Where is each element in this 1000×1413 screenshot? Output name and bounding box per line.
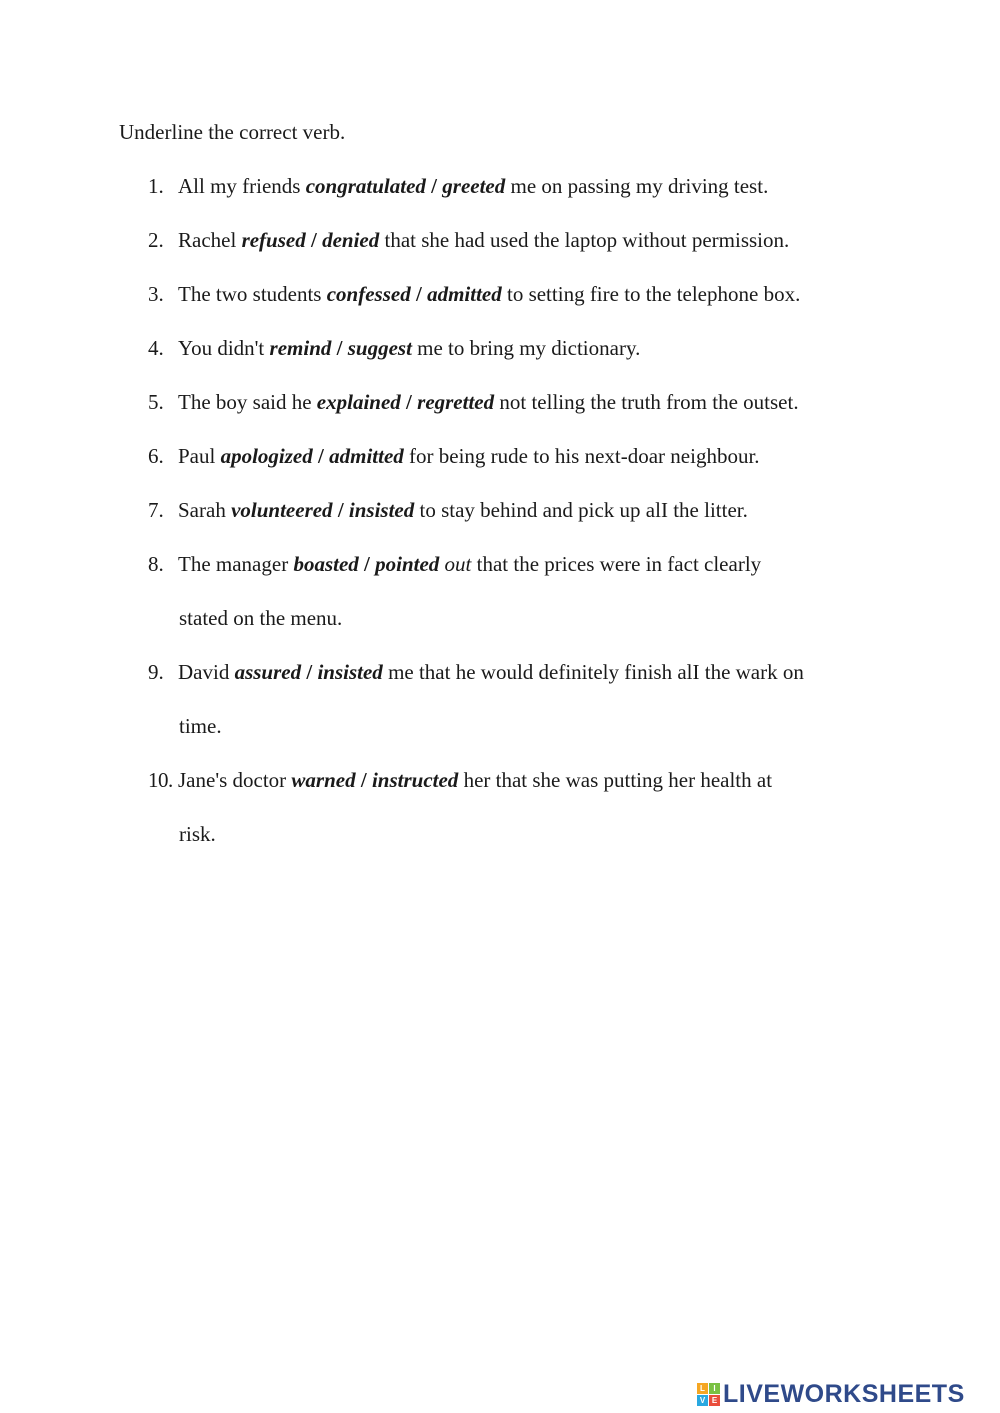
item-continuation: risk. [179,822,216,846]
item-text: me that he would definitely finish alI the wark on [382,660,804,684]
option-separator: / [312,444,330,468]
item-text: to stay behind and pick up alI the litter. [414,498,748,522]
item-text-italic: out [439,552,472,576]
option-separator: / [425,174,443,198]
verb-option-1[interactable]: assured [234,660,302,684]
option-separator: / [410,282,428,306]
exercise-item-5 [148,387,799,417]
instruction-text: Underline the correct verb. [119,120,346,144]
verb-option-2[interactable]: admitted [427,282,502,306]
exercise-item-4 [148,333,640,363]
item-text: to setting fire to the telephone box. [501,282,801,306]
exercise-item-7 [148,495,748,525]
item-text: David [178,660,235,684]
item-text: The manager [178,552,294,576]
option-separator: / [331,336,348,360]
logo-block: L [697,1383,708,1394]
option-separator: / [400,390,418,414]
item-text: All my friends [178,174,306,198]
exercise-item-1 [148,171,768,201]
exercise-item-3 [148,279,800,309]
verb-option-1[interactable]: apologized [220,444,313,468]
verb-option-1[interactable]: congratulated [305,174,426,198]
item-number: 2. [148,228,164,252]
item-text: me on passing my driving test. [505,174,769,198]
verb-option-1[interactable]: boasted [293,552,359,576]
verb-option-1[interactable]: remind [269,336,332,360]
option-separator: / [332,498,349,522]
verb-option-2[interactable]: admitted [329,444,404,468]
option-separator: / [355,768,372,792]
option-separator: / [305,228,323,252]
item-number: 1. [148,174,164,198]
item-text: that the prices were in fact clearly [471,552,762,576]
logo-blocks-icon [697,1383,720,1406]
option-separator: / [301,660,318,684]
item-continuation: time. [179,714,222,738]
verb-option-2[interactable]: pointed [375,552,440,576]
verb-option-1[interactable]: confessed [326,282,411,306]
item-text: me to bring my dictionary. [411,336,641,360]
verb-option-1[interactable]: volunteered [231,498,333,522]
item-number: 9. [148,660,164,684]
item-number: 5. [148,390,164,414]
verb-option-1[interactable]: refused [241,228,306,252]
verb-option-2[interactable]: instructed [371,768,459,792]
item-text: not telling the truth from the outset. [494,390,799,414]
exercise-item-8 [148,549,761,579]
item-number: 6. [148,444,164,468]
logo-block: V [697,1395,708,1406]
item-number: 10. [148,768,173,792]
item-text: The two students [178,282,327,306]
item-text: that she had used the laptop without permission. [379,228,790,252]
item-text: Rachel [178,228,242,252]
item-text: her that she was putting her health at [458,768,773,792]
item-text: for being rude to his next-doar neighbour. [403,444,760,468]
liveworksheets-logo[interactable] [697,1377,965,1411]
item-text: The boy said he [178,390,317,414]
verb-option-2[interactable]: greeted [442,174,506,198]
item-number: 4. [148,336,164,360]
verb-option-2[interactable]: suggest [347,336,412,360]
verb-option-1[interactable]: explained [316,390,401,414]
exercise-item-2 [148,225,789,255]
verb-option-2[interactable]: insisted [348,498,415,522]
item-text: Jane's doctor [178,768,292,792]
item-continuation: stated on the menu. [179,606,343,630]
item-text: Paul [178,444,221,468]
item-text: You didn't [178,336,270,360]
item-number: 8. [148,552,164,576]
verb-option-2[interactable]: insisted [317,660,383,684]
exercise-item-6 [148,441,760,471]
logo-block: E [709,1395,720,1406]
option-separator: / [358,552,376,576]
exercise-item-10 [148,765,772,795]
verb-option-2[interactable]: denied [322,228,380,252]
logo-text: LIVEWORKSHEETS [723,1379,965,1408]
verb-option-2[interactable]: regretted [417,390,495,414]
verb-option-1[interactable]: warned [291,768,356,792]
logo-block: I [709,1383,720,1394]
exercise-item-9 [148,657,804,687]
item-text: Sarah [178,498,232,522]
item-number: 3. [148,282,164,306]
item-number: 7. [148,498,164,522]
